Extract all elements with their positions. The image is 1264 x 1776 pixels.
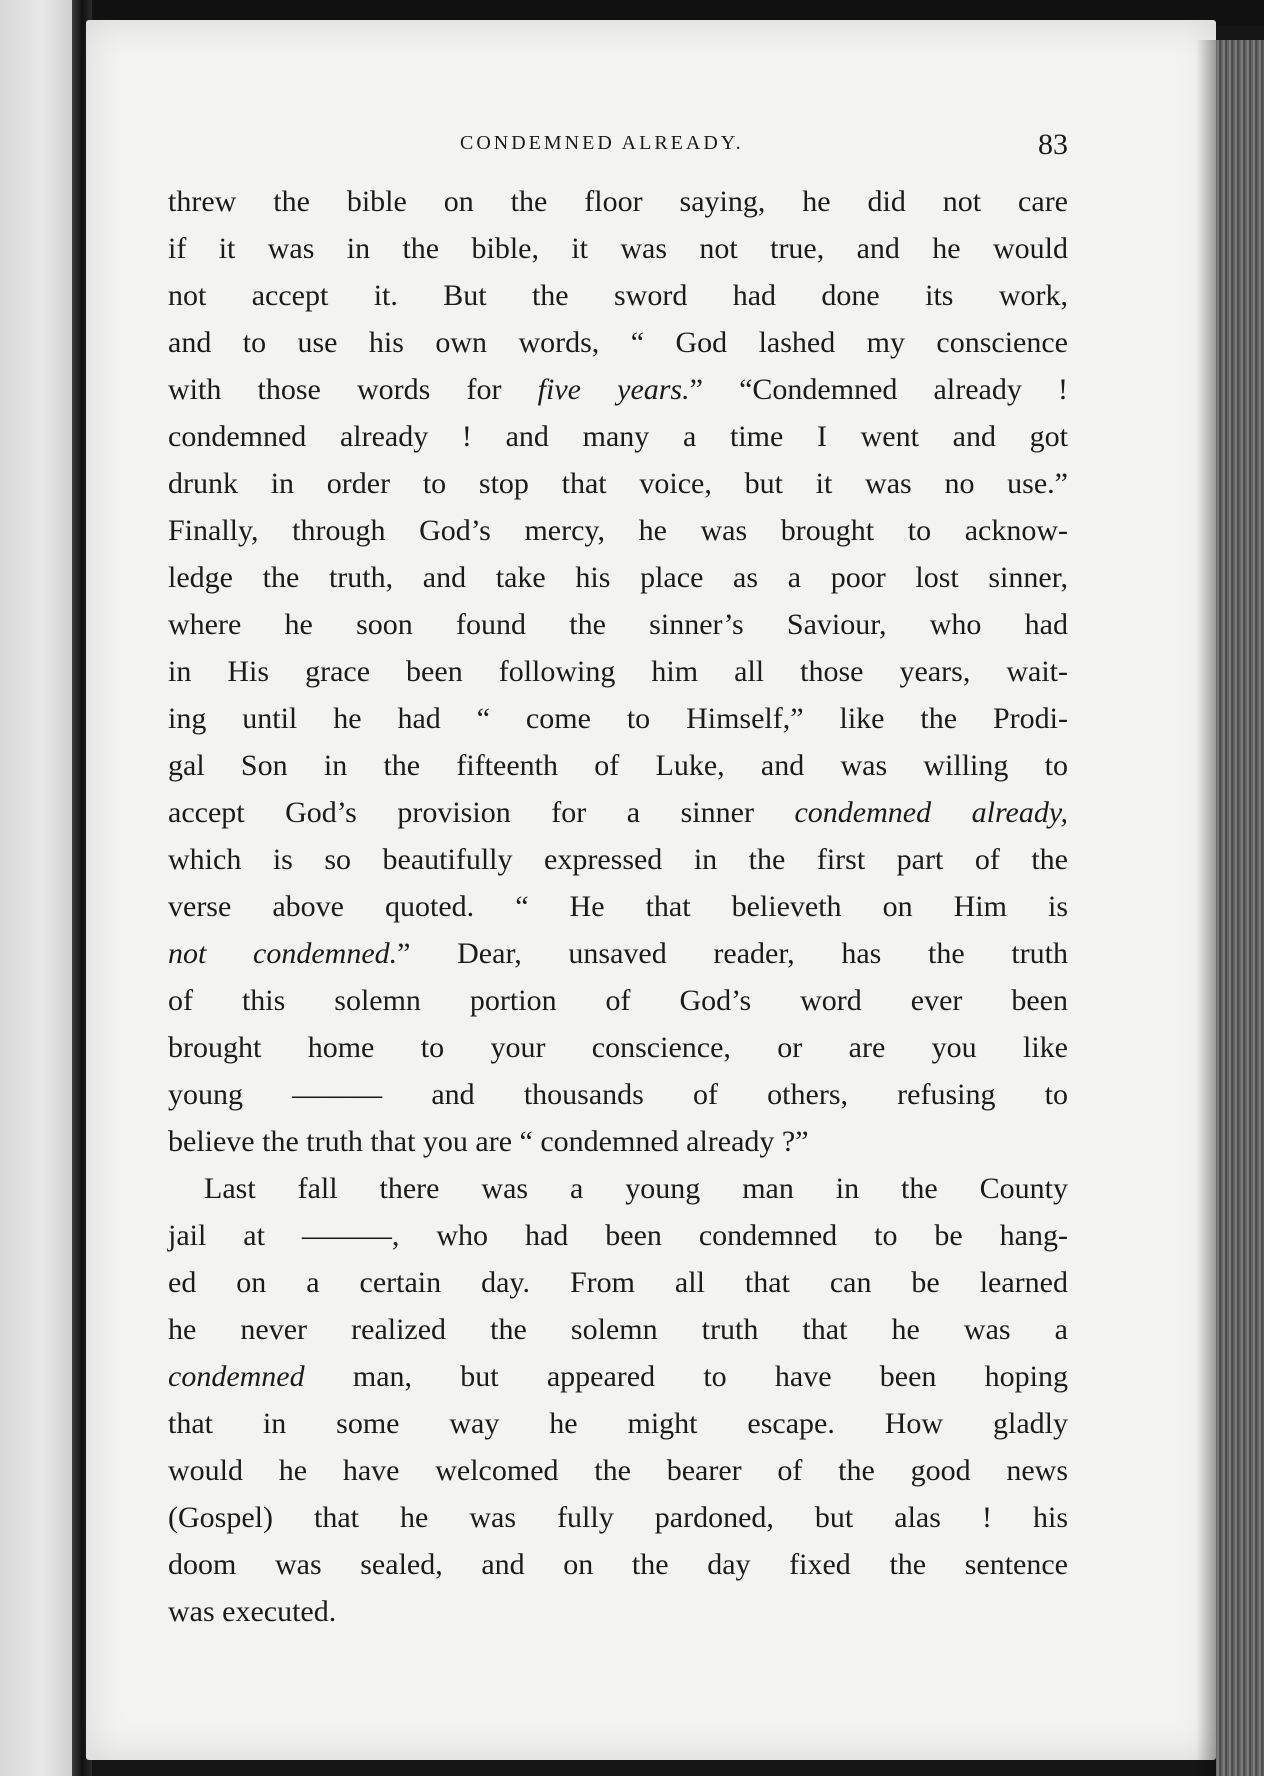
text-line [168, 742, 1068, 789]
text-line [168, 554, 1068, 601]
text-run: ledge the truth, and take his place as a poor lost sinner, [168, 561, 1068, 594]
text-line [168, 1588, 1068, 1635]
text-line [168, 178, 1068, 225]
text-line [168, 1306, 1068, 1353]
text-run: he never realized the solemn truth that he was a [168, 1313, 1068, 1346]
text-run: Last fall there was a young man in the County [204, 1172, 1068, 1205]
text-run: drunk in order to stop that voice, but it was no use.” [168, 467, 1068, 500]
text-run: threw the bible on the floor saying, he did not care [168, 185, 1068, 218]
text-line [168, 836, 1068, 883]
text-line [168, 789, 1068, 836]
text-run: which is so beautifully expressed in the first part of the [168, 843, 1068, 876]
text-line [168, 1353, 1068, 1400]
text-run: (Gospel) that he was fully pardoned, but alas ! his [168, 1501, 1068, 1534]
running-head [180, 128, 1080, 178]
text-run: doom was sealed, and on the day fixed the sentence [168, 1548, 1068, 1581]
text-line [168, 1212, 1068, 1259]
text-line [168, 225, 1068, 272]
body-text [168, 178, 1068, 1635]
text-run: would he have welcomed the bearer of the good news [168, 1454, 1068, 1487]
text-run: and to use his own words, “ God lashed my conscience [168, 326, 1068, 359]
text-line [168, 1447, 1068, 1494]
text-line [168, 977, 1068, 1024]
text-run: with those words for [168, 373, 538, 406]
text-line [168, 1494, 1068, 1541]
italic-text: not condemned. [168, 937, 398, 970]
text-run: of this solemn portion of God’s word ever been [168, 984, 1068, 1017]
text-line [168, 1259, 1068, 1306]
book-fore-edge [1216, 40, 1264, 1776]
text-run: accept God’s provision for a sinner [168, 796, 795, 829]
page-edge-shadow [1196, 40, 1218, 1776]
text-run: condemned already ! and many a time I went and got [168, 420, 1068, 453]
facing-page-edge [0, 0, 72, 1776]
text-line [168, 1024, 1068, 1071]
text-run: ” Dear, unsaved reader, has the truth [397, 937, 1068, 970]
text-line [168, 319, 1068, 366]
text-line [168, 930, 1068, 977]
text-run: Finally, through God’s mercy, he was brought to acknow- [168, 514, 1068, 547]
page-number: 83 [1038, 128, 1068, 161]
text-run: gal Son in the fifteenth of Luke, and was willing to [168, 749, 1068, 782]
text-line [168, 366, 1068, 413]
text-line [168, 1541, 1068, 1588]
text-run: ed on a certain day. From all that can be learned [168, 1266, 1068, 1299]
text-line [168, 1071, 1068, 1118]
italic-text: five years. [537, 373, 690, 406]
text-line [168, 648, 1068, 695]
text-run: verse above quoted. “ He that believeth on Him is [168, 890, 1068, 923]
text-line [168, 601, 1068, 648]
text-run: not accept it. But the sword had done its work, [168, 279, 1068, 312]
text-run: that in some way he might escape. How gladly [168, 1407, 1068, 1440]
text-run: where he soon found the sinner’s Saviour, who had [168, 608, 1068, 641]
running-head-title: CONDEMNED ALREADY. [460, 132, 744, 154]
text-run: ing until he had “ come to Himself,” like the Prodi- [168, 702, 1068, 735]
text-run: ” “Condemned already ! [689, 373, 1068, 406]
text-line [168, 1165, 1068, 1212]
text-line [168, 507, 1068, 554]
text-line [168, 460, 1068, 507]
italic-text: condemned already, [794, 796, 1069, 829]
text-line [168, 272, 1068, 319]
text-run: believe the truth that you are “ condemned already ?” [168, 1125, 809, 1158]
text-run: if it was in the bible, it was not true, and he would [168, 232, 1068, 265]
paragraph [168, 1165, 1068, 1635]
text-line [168, 1118, 1068, 1165]
text-run: brought home to your conscience, or are you like [168, 1031, 1068, 1064]
text-line [168, 1400, 1068, 1447]
text-line [168, 883, 1068, 930]
paragraph [168, 178, 1068, 1165]
text-run: man, but appeared to have been hoping [304, 1360, 1068, 1393]
italic-text: condemned [168, 1360, 305, 1393]
text-run: in His grace been following him all those years, wait- [168, 655, 1068, 688]
text-run: was executed. [168, 1595, 337, 1628]
text-line [168, 695, 1068, 742]
text-run: young ——— and thousands of others, refusing to [168, 1078, 1068, 1111]
text-line [168, 413, 1068, 460]
text-run: jail at ———, who had been condemned to be hang- [168, 1219, 1068, 1252]
